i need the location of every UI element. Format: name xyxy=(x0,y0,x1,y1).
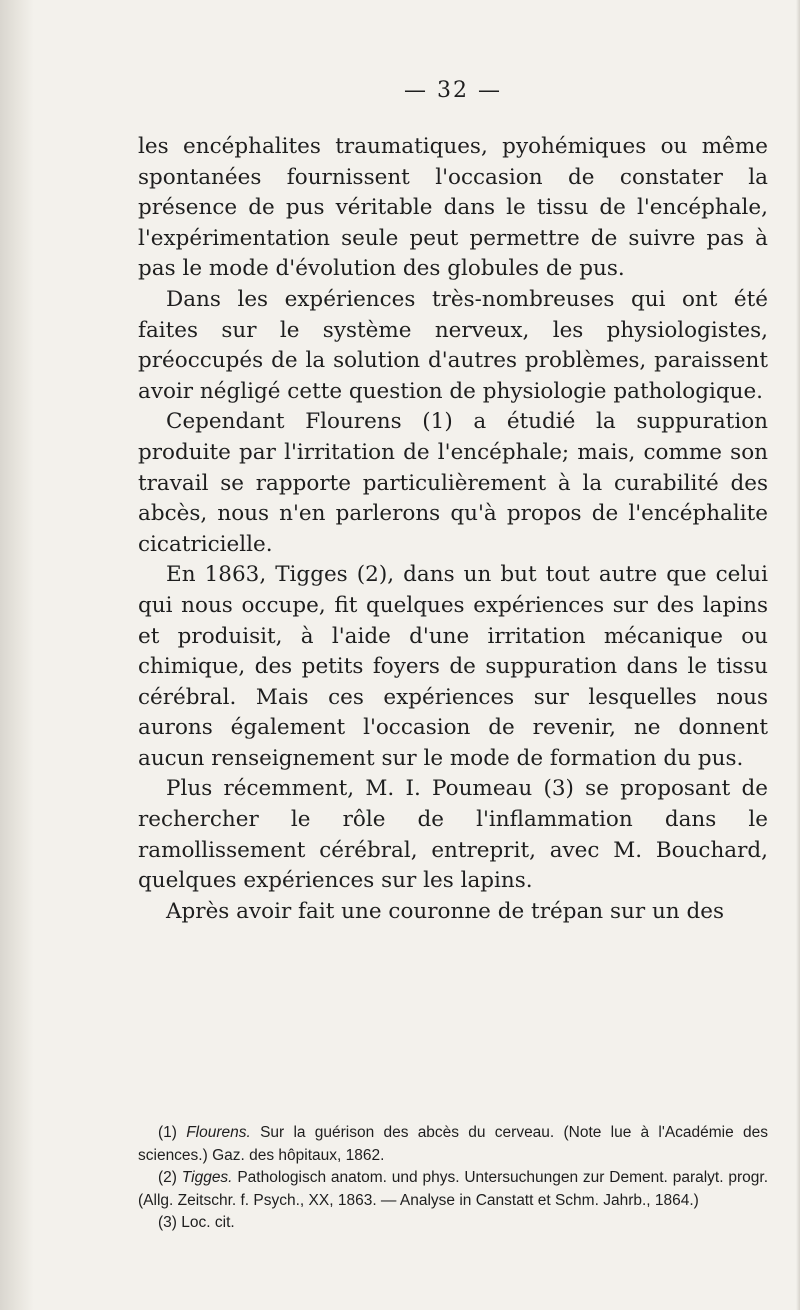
footnote-author: Tigges. xyxy=(181,1169,233,1186)
footnote-text: Sur la guérison des abcès du cerveau. (Note lue à l'Académie des sciences.) Gaz. des hôpitaux, 1862. xyxy=(138,1124,768,1164)
paragraph: Plus récemment, M. I. Poumeau (3) se proposant de rechercher le rôle de l'inflammation dans le ramollissement cérébral, entreprit, avec M. Bouchard, quelques expériences sur les lapins. xyxy=(138,776,768,894)
footnote xyxy=(138,1212,768,1235)
page-number: — 32 — xyxy=(404,78,502,103)
footnotes xyxy=(138,1122,768,1235)
footnote-number: (1) xyxy=(158,1124,177,1141)
footnote-number: (3) xyxy=(158,1214,177,1231)
body-text xyxy=(138,132,768,927)
footnote-number: (2) xyxy=(158,1169,177,1186)
footnote-text: Loc. cit. xyxy=(181,1214,235,1231)
footnote-author: Flourens. xyxy=(186,1124,251,1141)
footnote xyxy=(138,1122,768,1167)
page-binding-shadow xyxy=(0,0,34,1310)
paragraph: les encéphalites traumatiques, pyohémiques ou même spontanées fournissent l'occasion de constater la présence de pus véritable dans le tissu de l'encéphale, l'expérimentation seule peut permettre de suivre pas à pas le mode d'évolution des globules de pus. xyxy=(138,134,768,282)
paragraph: Après avoir fait une couronne de trépan sur un des xyxy=(166,898,725,924)
paragraph: Cependant Flourens (1) a étudié la suppuration produite par l'irritation de l'encéphale; mais, comme son travail se rapporte particulièrement à la curabilité des abcès, nous n'en parlerons qu'à propos de l'encéphalite cicatricielle. xyxy=(138,409,768,557)
page-edge-shadow xyxy=(796,0,800,1310)
footnote-text: Pathologisch anatom. und phys. Untersuchungen zur Dement. paralyt. progr. (Allg. Zeitschr. f. Psych., XX, 1863. — Analyse in Canstatt et Schm. Jahrb., 1864.) xyxy=(138,1169,768,1209)
paragraph: Dans les expériences très-nombreuses qui ont été faites sur le système nerveux, les physiologistes, préoccupés de la solution d'autres problèmes, paraissent avoir négligé cette question de physiologie pathologique. xyxy=(138,286,768,404)
paragraph: En 1863, Tigges (2), dans un but tout autre que celui qui nous occupe, fit quelques expériences sur des lapins et produisit, à l'aide d'une irritation mécanique ou chimique, des petits foyers de suppuration dans le tissu cérébral. Mais ces expériences sur lesquelles nous aurons également l'occasion de revenir, ne donnent aucun renseignement sur le mode de formation du pus. xyxy=(138,562,768,771)
footnote xyxy=(138,1167,768,1212)
